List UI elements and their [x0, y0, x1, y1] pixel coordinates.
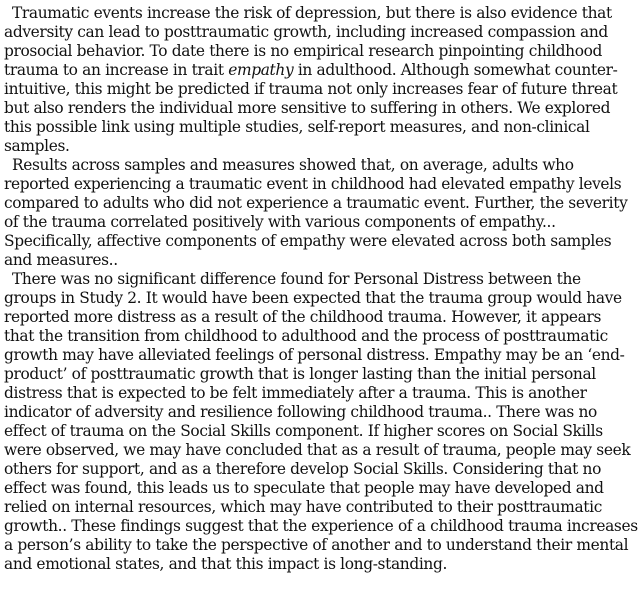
paragraph-3-line-16: and emotional states, and that this impact is long-standing.	[4, 555, 448, 573]
paragraph-3-line-15: a person’s ability to take the perspective of another and to understand their mental	[4, 536, 629, 554]
paragraph-3-line-12: effect was found, this leads us to speculate that people may have developed and	[4, 479, 604, 497]
emphasized-word-empathy: empathy	[228, 61, 294, 79]
paragraph-3-line-9: effect of trauma on the Social Skills component. If higher scores on Social Skills	[4, 422, 603, 440]
paragraph-2-line-2: reported experiencing a traumatic event in childhood had elevated empathy levels	[4, 175, 622, 193]
paragraph-3-line-6: product’ of posttraumatic growth that is longer lasting than the initial personal	[4, 365, 596, 383]
paragraph-1-line-1: Traumatic events increase the risk of depression, but there is also evidence that	[12, 4, 612, 22]
paragraph-1-line-2: adversity can lead to posttraumatic growth, including increased compassion and	[4, 23, 608, 41]
paragraph-1-line-8: samples.	[4, 137, 70, 155]
paragraph-1-line-3: prosocial behavior. To date there is no empirical research pinpointing childhood	[4, 42, 603, 60]
paragraph-2-line-1: Results across samples and measures showed that, on average, adults who	[12, 156, 574, 174]
paragraph-2-line-4: of the trauma correlated positively with various components of empathy...	[4, 213, 556, 231]
paragraph-3-line-13: relied on internal resources, which may have contributed to their posttraumatic	[4, 498, 602, 516]
paragraph-2-line-3: compared to adults who did not experience a traumatic event. Further, the severity	[4, 194, 628, 212]
paragraph-2-line-6: and measures..	[4, 251, 118, 269]
paragraph-1-line-7: this possible link using multiple studies, self-report measures, and non-clinical	[4, 118, 590, 136]
paragraph-3-line-5: growth may have alleviated feelings of personal distress. Empathy may be an ‘end-	[4, 346, 625, 364]
paragraph-3-line-10: were observed, we may have concluded that as a result of trauma, people may seek	[4, 441, 631, 459]
paragraph-1-line-4	[4, 61, 617, 81]
paragraph-3-line-4: that the transition from childhood to adulthood and the process of posttraumatic	[4, 327, 608, 345]
paragraph-1-line-6: but also renders the individual more sensitive to suffering in others. We explored	[4, 99, 611, 117]
paragraph-3-line-2: groups in Study 2. It would have been expected that the trauma group would have	[4, 289, 622, 307]
paragraph-1-line-5: intuitive, this might be predicted if trauma not only increases fear of future threat	[4, 80, 618, 98]
line-4-end: in adulthood. Although somewhat counter-	[293, 61, 618, 79]
line-4-start: trauma to an increase in trait	[4, 61, 229, 79]
paragraph-2-line-5: Specifically, affective components of empathy were elevated across both samples	[4, 232, 612, 250]
paragraph-3-line-3: reported more distress as a result of the childhood trauma. However, it appears	[4, 308, 602, 326]
paragraph-3-line-8: indicator of adversity and resilience following childhood trauma.. There was no	[4, 403, 597, 421]
paragraph-3-line-1: There was no significant difference found for Personal Distress between the	[12, 270, 581, 288]
paragraph-3-line-11: others for support, and as a therefore develop Social Skills. Considering that no	[4, 460, 602, 478]
paragraph-3-line-14: growth.. These findings suggest that the experience of a childhood trauma increases	[4, 517, 638, 535]
paragraph-3-line-7: distress that is expected to be felt immediately after a trauma. This is another	[4, 384, 587, 402]
